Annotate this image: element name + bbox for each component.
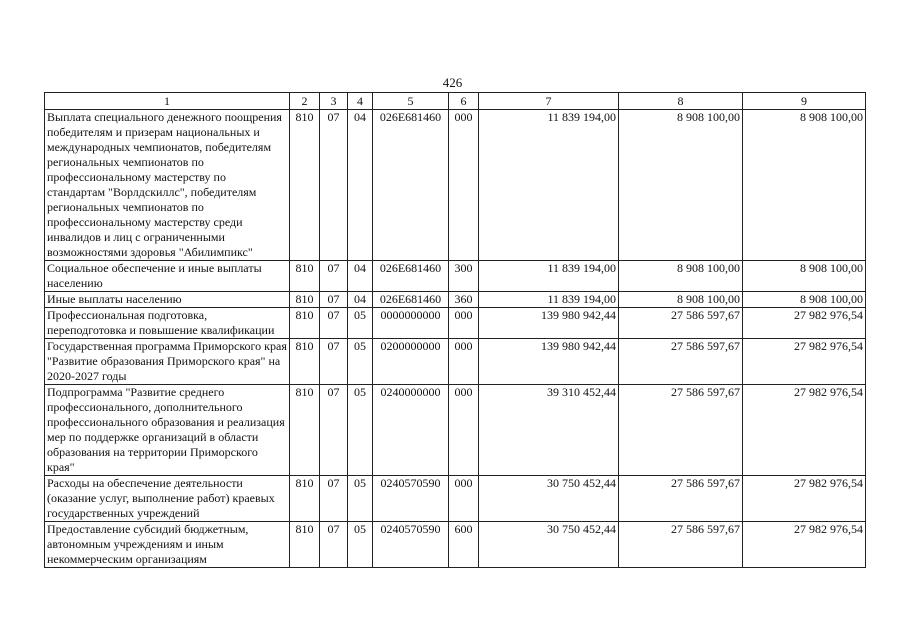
cell-subsection: 05 (348, 476, 373, 522)
cell-expense-type: 000 (449, 385, 479, 476)
row-name: Профессиональная подготовка, переподготовка и повышение квалификации (45, 308, 290, 339)
cell-target-article: 026Е681460 (373, 292, 449, 308)
budget-table (44, 92, 866, 568)
cell-amount-col8: 27 586 597,67 (619, 308, 743, 339)
cell-amount-col9: 8 908 100,00 (743, 292, 866, 308)
cell-amount-col7: 139 980 942,44 (479, 308, 619, 339)
cell-section: 07 (320, 292, 348, 308)
cell-amount-col7: 139 980 942,44 (479, 339, 619, 385)
cell-target-article: 0240570590 (373, 476, 449, 522)
cell-subsection: 04 (348, 110, 373, 261)
row-name: Государственная программа Приморского края "Развитие образования Приморского края" на 2020-2027 годы (45, 339, 290, 385)
cell-amount-col7: 11 839 194,00 (479, 261, 619, 292)
column-header: 8 (619, 93, 743, 110)
cell-subsection: 05 (348, 385, 373, 476)
cell-amount-col7: 39 310 452,44 (479, 385, 619, 476)
cell-expense-type: 000 (449, 339, 479, 385)
cell-section: 07 (320, 385, 348, 476)
cell-amount-col9: 27 982 976,54 (743, 308, 866, 339)
column-header: 3 (320, 93, 348, 110)
cell-subsection: 05 (348, 522, 373, 568)
cell-amount-col7: 30 750 452,44 (479, 476, 619, 522)
cell-amount-col8: 8 908 100,00 (619, 110, 743, 261)
column-header: 1 (45, 93, 290, 110)
cell-section: 07 (320, 522, 348, 568)
cell-ministry-code: 810 (290, 385, 320, 476)
cell-target-article: 0000000000 (373, 308, 449, 339)
cell-amount-col8: 27 586 597,67 (619, 476, 743, 522)
page-number: 426 (442, 75, 463, 90)
cell-amount-col9: 27 982 976,54 (743, 385, 866, 476)
row-name: Расходы на обеспечение деятельности (оказание услуг, выполнение работ) краевых государственных учреждений (45, 476, 290, 522)
cell-amount-col9: 8 908 100,00 (743, 110, 866, 261)
cell-expense-type: 600 (449, 522, 479, 568)
column-header: 4 (348, 93, 373, 110)
cell-amount-col7: 30 750 452,44 (479, 522, 619, 568)
cell-ministry-code: 810 (290, 308, 320, 339)
cell-target-article: 0240570590 (373, 522, 449, 568)
cell-expense-type: 360 (449, 292, 479, 308)
column-header: 5 (373, 93, 449, 110)
table-row (45, 476, 866, 522)
cell-amount-col9: 27 982 976,54 (743, 339, 866, 385)
cell-expense-type: 000 (449, 476, 479, 522)
cell-expense-type: 300 (449, 261, 479, 292)
table-row (45, 385, 866, 476)
cell-amount-col9: 27 982 976,54 (743, 522, 866, 568)
table-row (45, 339, 866, 385)
row-name: Подпрограмма "Развитие среднего профессионального, дополнительного профессионального образования и реализация мер по поддержке организаций в области образования на территории Приморского края" (45, 385, 290, 476)
column-header: 2 (290, 93, 320, 110)
row-name: Выплата специального денежного поощрения победителям и призерам национальных и международных чемпионатов, победителям региональных чемпионатов по профессиональному мастерству по стандартам "Ворлдскиллс", победителям региональных чемпионатов по профессиональному мастерству среди инвалидов и лиц с ограниченными возможностями здоровья "Абилимпикс" (45, 110, 290, 261)
cell-amount-col8: 27 586 597,67 (619, 385, 743, 476)
cell-amount-col8: 27 586 597,67 (619, 522, 743, 568)
cell-section: 07 (320, 339, 348, 385)
column-header: 6 (449, 93, 479, 110)
cell-ministry-code: 810 (290, 292, 320, 308)
column-header: 9 (743, 93, 866, 110)
cell-subsection: 05 (348, 339, 373, 385)
cell-amount-col7: 11 839 194,00 (479, 292, 619, 308)
cell-amount-col8: 27 586 597,67 (619, 339, 743, 385)
cell-subsection: 04 (348, 261, 373, 292)
cell-expense-type: 000 (449, 308, 479, 339)
cell-section: 07 (320, 476, 348, 522)
cell-subsection: 04 (348, 292, 373, 308)
table-row (45, 110, 866, 261)
column-header: 7 (479, 93, 619, 110)
cell-target-article: 0240000000 (373, 385, 449, 476)
cell-target-article: 026Е681460 (373, 110, 449, 261)
cell-amount-col9: 8 908 100,00 (743, 261, 866, 292)
table-row (45, 522, 866, 568)
cell-subsection: 05 (348, 308, 373, 339)
table-row (45, 261, 866, 292)
header-row (45, 93, 866, 110)
cell-ministry-code: 810 (290, 522, 320, 568)
cell-section: 07 (320, 261, 348, 292)
row-name: Социальное обеспечение и иные выплаты населению (45, 261, 290, 292)
cell-ministry-code: 810 (290, 110, 320, 261)
cell-expense-type: 000 (449, 110, 479, 261)
row-name: Предоставление субсидий бюджетным, автономным учреждениям и иным некоммерческим организациям (45, 522, 290, 568)
cell-amount-col8: 8 908 100,00 (619, 261, 743, 292)
cell-amount-col9: 27 982 976,54 (743, 476, 866, 522)
cell-amount-col8: 8 908 100,00 (619, 292, 743, 308)
cell-ministry-code: 810 (290, 339, 320, 385)
cell-target-article: 0200000000 (373, 339, 449, 385)
cell-target-article: 026Е681460 (373, 261, 449, 292)
table-row (45, 308, 866, 339)
cell-section: 07 (320, 308, 348, 339)
cell-ministry-code: 810 (290, 261, 320, 292)
cell-ministry-code: 810 (290, 476, 320, 522)
cell-amount-col7: 11 839 194,00 (479, 110, 619, 261)
table-row (45, 292, 866, 308)
cell-section: 07 (320, 110, 348, 261)
row-name: Иные выплаты населению (45, 292, 290, 308)
